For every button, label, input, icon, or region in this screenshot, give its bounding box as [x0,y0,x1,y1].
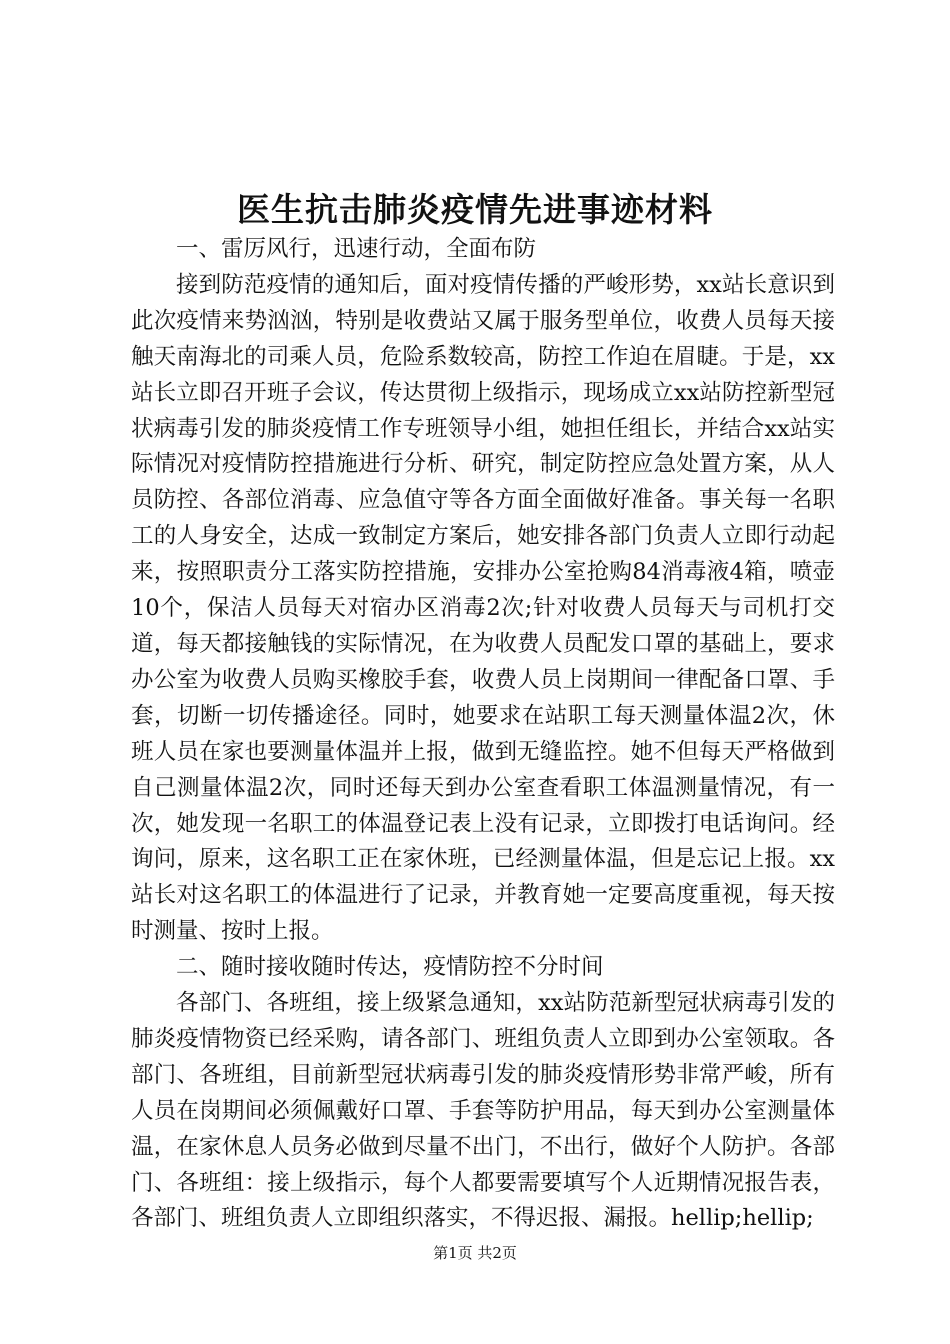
section-heading-2: 二、随时接收随时传达，疫情防控不分时间 [176,954,604,981]
page-number-footer: 第1页 共2页 [433,1244,517,1262]
body-paragraph-1: 接到防范疫情的通知后，面对疫情传播的严峻形势，xx站长意识到此次疫情来势汹汹，特别是收费站又属于服务型单位，收费人员每天接触天南海北的司乘人员，危险系数较高，防控工作迫在眉睫。于是，xx站长立即召开班子会议，传达贯彻上级指示，现场成立xx站防控新型冠状病毒引发的肺炎疫情工作专班领导小组，她担任组长，并结合xx站实际情况对疫情防控措施进行分析、研究，制定防控应急处置方案，从人员防控、各部位消毒、应急值守等各方面全面做好准备。事关每一名职工的人身安全，达成一致制定方案后，她安排各部门负责人立即行动起来，按照职责分工落实防控措施，安排办公室抢购84消毒液4箱，喷壶10个，保洁人员每天对宿办区消毒2次;针对收费人员每天与司机打交道，每天都接触钱的实际情况，在为收费人员配发口罩的基础上，要求办公室为收费人员购买橡胶手套，收费人员上岗期间一律配备口罩、手套，切断一切传播途径。同时，她要求在站职工每天测量体温2次，休班人员在家也要测量体温并上报，做到无缝监控。她不但每天严格做到自己测量体温2次，同时还每天到办公室查看职工体温测量情况，有一次，她发现一名职工的体温登记表上没有记录，立即拨打电话询问。经询问，原来，这名职工正在家休班，已经测量体温，但是忘记上报。xx站长对这名职工的体温进行了记录，并教育她一定要高度重视，每天按时测量、按时上报。 [131,271,835,945]
document-title: 医生抗击肺炎疫情先进事迹材料 [237,190,713,229]
document-body [131,232,835,1237]
section-heading-1: 一、雷厉风行，迅速行动，全面布防 [176,236,537,262]
body-paragraph-2: 各部门、各班组，接上级紧急通知，xx站防范新型冠状病毒引发的肺炎疫情物资已经采购，请各部门、班组负责人立即到办公室领取。各部门、各班组，目前新型冠状病毒引发的肺炎疫情形势非常严峻，所有人员在岗期间必须佩戴好口罩、手套等防护用品，每天到办公室测量体温，在家休息人员务必做到尽量不出门，不出行，做好个人防护。各部门、各班组：接上级指示，每个人都要需要填写个人近期情况报告表，各部门、班组负责人立即组织落实，不得迟报、漏报。hellip;hellip; [131,990,835,1232]
